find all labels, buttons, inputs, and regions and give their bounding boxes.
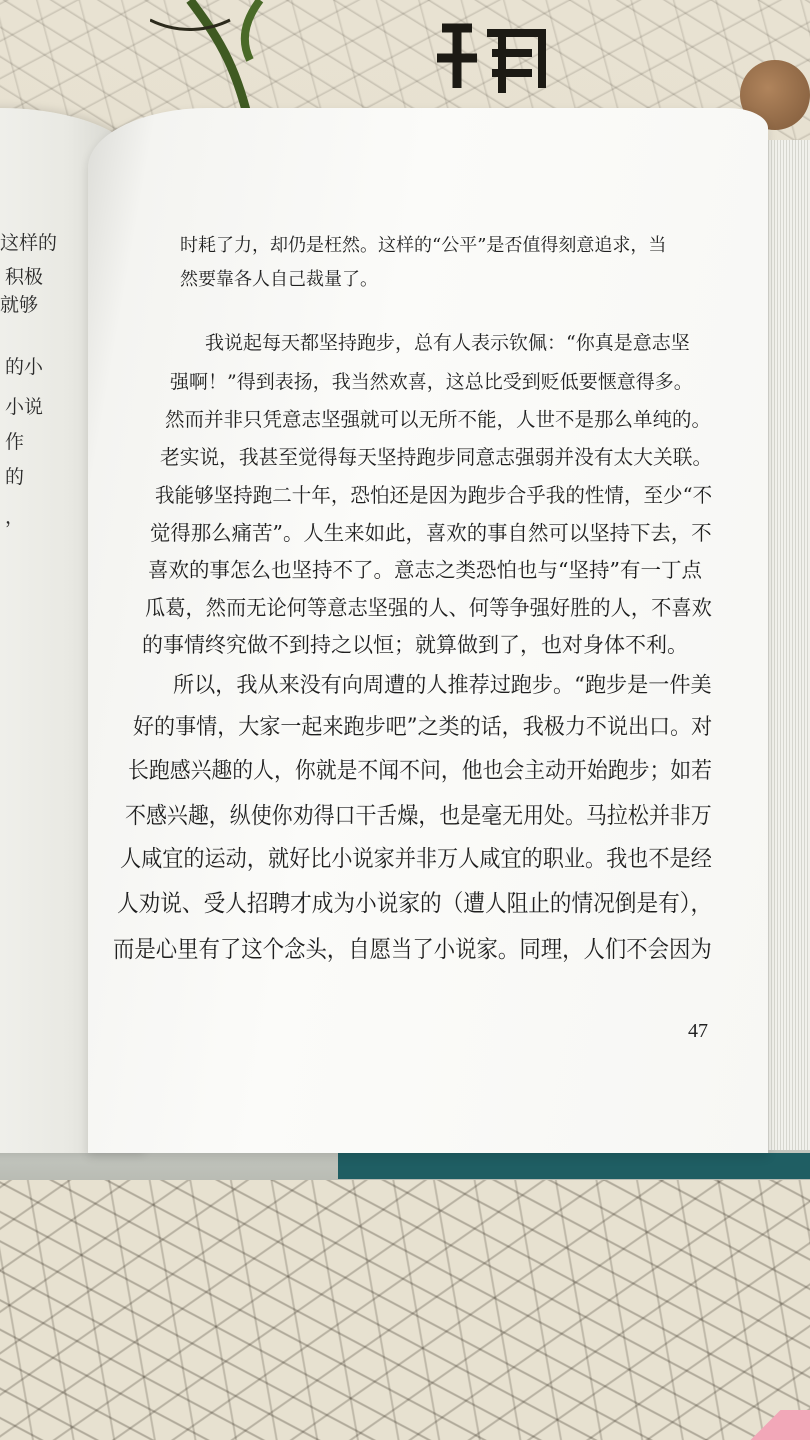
body-text-line: 强啊！”得到表扬，我当然欢喜，这总比受到贬低要惬意得多。 <box>170 371 693 393</box>
left-page-fragment: 的 <box>5 466 25 488</box>
body-text-line: 觉得那么痛苦”。人生来如此，喜欢的事自然可以坚持下去，不 <box>150 521 712 545</box>
body-text-line: 然要靠各人自己裁量了。 <box>180 269 378 290</box>
body-text-line: 喜欢的事怎么也坚持不了。意志之类恐怕也与“坚持”有一丁点 <box>148 558 702 582</box>
body-text-line: 瓜葛，然而无论何等意志坚强的人、何等争强好胜的人，不喜欢 <box>145 596 712 620</box>
body-text-line: 的事情终究做不到持之以恒；就算做到了，也对身体不利。 <box>142 633 688 657</box>
book-cover-teal-band <box>338 1153 810 1179</box>
body-text-line: 我能够坚持跑二十年，恐怕还是因为跑步合乎我的性情，至少“不 <box>155 483 713 507</box>
left-page-fragment: 就够 <box>0 294 39 316</box>
body-text-line: 人劝说、受人招聘才成为小说家的（遭人阻止的情况倒是有）， <box>117 889 713 917</box>
body-text-line: 不感兴趣，纵使你劝得口干舌燥，也是毫无用处。马拉松并非万 <box>125 803 712 829</box>
body-text-line: 而是心里有了这个念头，自愿当了小说家。同理，人们不会因为 <box>113 935 712 963</box>
left-page-fragment: 作 <box>5 431 25 453</box>
body-text-line: 长跑感兴趣的人，你就是不闻不问，他也会主动开始跑步；如若 <box>128 758 713 784</box>
pink-object <box>740 1410 810 1440</box>
body-text-line: 然而并非只凭意志坚强就可以无所不能，人世不是那么单纯的。 <box>165 408 712 431</box>
body-text-line: 好的事情，大家一起来跑步吧”之类的话，我极力不说出口。对 <box>133 715 713 740</box>
body-text-line: 我说起每天都坚持跑步，总有人表示钦佩：“你真是意志坚 <box>205 332 690 354</box>
right-page <box>88 108 768 1153</box>
left-page-fragment: 的小 <box>5 356 44 378</box>
body-text-line: 老实说，我甚至觉得每天坚持跑步同意志强弱并没有太大关联。 <box>160 445 713 469</box>
body-text-line: 所以，我从来没有向周遭的人推荐过跑步。“跑步是一件美 <box>173 673 712 698</box>
cloth-calligraphy-mark <box>432 18 552 98</box>
left-page-fragment: 这样的 <box>0 232 58 254</box>
body-text-line: 时耗了力，却仍是枉然。这样的“公平”是否值得刻意追求，当 <box>180 235 667 256</box>
body-text-line: 人咸宜的运动，就好比小说家并非万人咸宜的职业。我也不是经 <box>120 846 712 872</box>
left-page-fragment: ， <box>5 506 25 528</box>
left-page-fragment: 小说 <box>5 396 44 418</box>
tablecloth <box>0 1160 810 1440</box>
left-page-fragment: 积极 <box>5 266 44 288</box>
page-number: 47 <box>688 1020 708 1042</box>
